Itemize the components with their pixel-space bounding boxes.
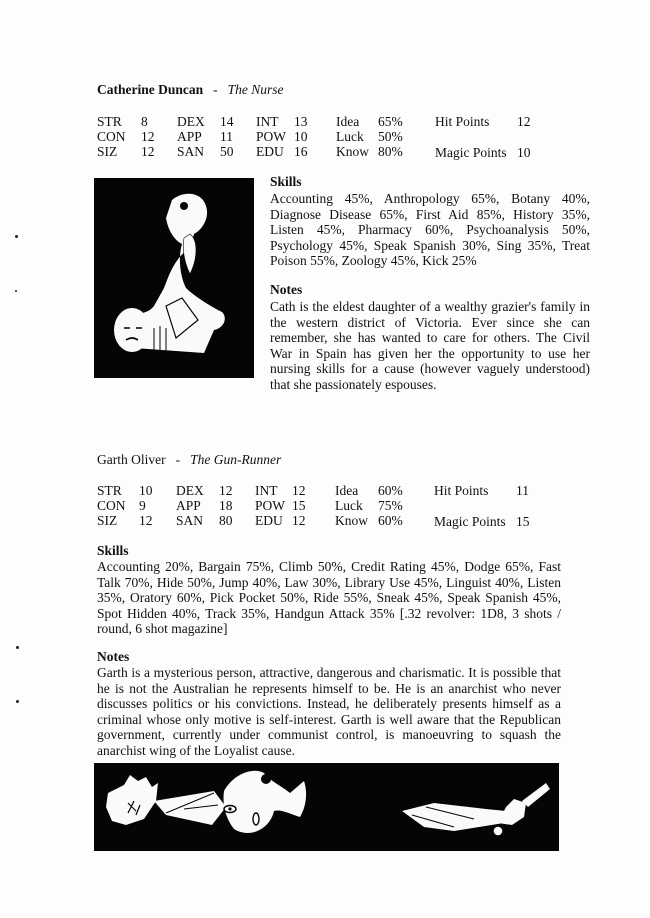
stat-value: 11 <box>220 129 233 144</box>
stat-label: POW <box>256 129 286 144</box>
notes-heading: Notes <box>270 282 303 297</box>
stat-block <box>0 483 650 533</box>
stat-label: SIZ <box>97 513 118 528</box>
character-title <box>97 451 281 469</box>
skills-text: Accounting 45%, Anthropology 65%, Botany 40%, Diagnose Disease 65%, First Aid 85%, History 35%, Listen 45%, Pharmacy 60%, Psychoanalysis 50%, Psychology 45%, Speak Spanish 30%, Sing 35%, Treat Poison 55%, Zoology 45%, Kick 25% <box>270 191 590 269</box>
stat-value: 8 <box>141 114 148 129</box>
stat-label: SIZ <box>97 144 118 159</box>
banner-illustration <box>94 763 559 851</box>
stat-label: SAN <box>176 513 204 528</box>
stat-value: 9 <box>139 498 146 513</box>
stat-label: Luck <box>336 129 364 144</box>
stat-label: Luck <box>335 498 363 513</box>
stat-value: 13 <box>294 114 308 129</box>
guernica-banner-icon <box>94 763 559 851</box>
stat-value: 50% <box>378 129 403 144</box>
stat-label: Hit Points <box>434 483 489 498</box>
stat-label: STR <box>97 114 122 129</box>
stat-value: 80 <box>219 513 233 528</box>
stat-label: CON <box>97 129 126 144</box>
separator: - <box>175 452 181 467</box>
stat-label: Hit Points <box>435 114 490 129</box>
stat-block <box>0 114 650 164</box>
notes-heading: Notes <box>97 649 130 664</box>
stat-label: APP <box>177 129 202 144</box>
stat-label: Idea <box>335 483 359 498</box>
stat-value: 60% <box>378 483 403 498</box>
character-name: Garth Oliver <box>97 452 166 467</box>
stat-value: 12 <box>517 114 531 129</box>
margin-dot <box>16 700 19 703</box>
stat-value: 15 <box>292 498 306 513</box>
stat-value: 15 <box>516 514 530 529</box>
stat-label: EDU <box>256 144 284 159</box>
nurse-illustration <box>94 178 254 378</box>
stat-value: 18 <box>219 498 233 513</box>
stat-label: INT <box>255 483 278 498</box>
stat-value: 65% <box>378 114 403 129</box>
stat-value: 14 <box>220 114 234 129</box>
stat-label: Know <box>335 513 368 528</box>
stat-label: INT <box>256 114 279 129</box>
stat-label: CON <box>97 498 126 513</box>
skills-heading: Skills <box>97 543 129 558</box>
stat-value: 12 <box>292 513 306 528</box>
stat-value: 10 <box>294 129 308 144</box>
stat-value: 16 <box>294 144 308 159</box>
notes-text: Garth is a mysterious person, attractive, dangerous and charismatic. It is possible that he is not the Australian he represents himself to be. He is an anarchist who never discusses politics or his convictions. Instead, he deliberately presents himself as a criminal whose only motive is self-interest. Garth is well aware that the Republican government, currently under communist control, is manoeuvring to squash the anarchist wing of the Loyalist cause. <box>97 665 561 758</box>
stat-label: STR <box>97 483 122 498</box>
stat-value: 12 <box>219 483 233 498</box>
notes-text: Cath is the eldest daughter of a wealthy grazier's family in the western district of Victoria. Ever since she can remember, she has wanted to care for others. The Civil War in Spain has given her the opportunity to use her nursing skills for a cause (however vaguely understood) that she passionately espouses. <box>270 299 590 392</box>
skills-heading: Skills <box>270 174 302 189</box>
guernica-figure-icon <box>94 178 254 378</box>
stat-value: 12 <box>141 144 155 159</box>
stat-value: 12 <box>292 483 306 498</box>
stat-label: Idea <box>336 114 360 129</box>
stat-label: DEX <box>177 114 205 129</box>
character-title <box>97 81 284 99</box>
character-role: The Nurse <box>227 82 284 97</box>
separator: - <box>213 82 218 97</box>
character-name: Catherine Duncan <box>97 82 204 97</box>
stat-label: EDU <box>255 513 283 528</box>
stat-value: 50 <box>220 144 234 159</box>
stat-value: 10 <box>517 145 531 160</box>
skills-text: Accounting 20%, Bargain 75%, Climb 50%, Credit Rating 45%, Dodge 65%, Fast Talk 70%, Hide 50%, Jump 40%, Law 30%, Library Use 45%, Linguist 40%, Listen 35%, Oratory 60%, Pick Pocket 50%, Ride 55%, Sneak 45%, Speak Spanish 45%, Spot Hidden 40%, Track 35%, Handgun Attack 35% [.32 revolver: 1D8, 3 shots / round, 6 shot magazine] <box>97 559 561 637</box>
stat-value: 60% <box>378 513 403 528</box>
stat-label: DEX <box>176 483 204 498</box>
stat-value: 80% <box>378 144 403 159</box>
stat-label: POW <box>255 498 285 513</box>
stat-value: 10 <box>139 483 153 498</box>
margin-dot <box>15 290 17 292</box>
margin-dot <box>15 235 18 238</box>
character-role: The Gun-Runner <box>190 452 282 467</box>
stat-value: 12 <box>141 129 155 144</box>
stat-value: 11 <box>516 483 529 498</box>
margin-dot <box>16 646 19 649</box>
stat-label: Magic Points <box>435 145 507 160</box>
stat-value: 12 <box>139 513 153 528</box>
stat-label: APP <box>176 498 201 513</box>
stat-label: Know <box>336 144 369 159</box>
stat-value: 75% <box>378 498 403 513</box>
stat-label: SAN <box>177 144 205 159</box>
stat-label: Magic Points <box>434 514 506 529</box>
